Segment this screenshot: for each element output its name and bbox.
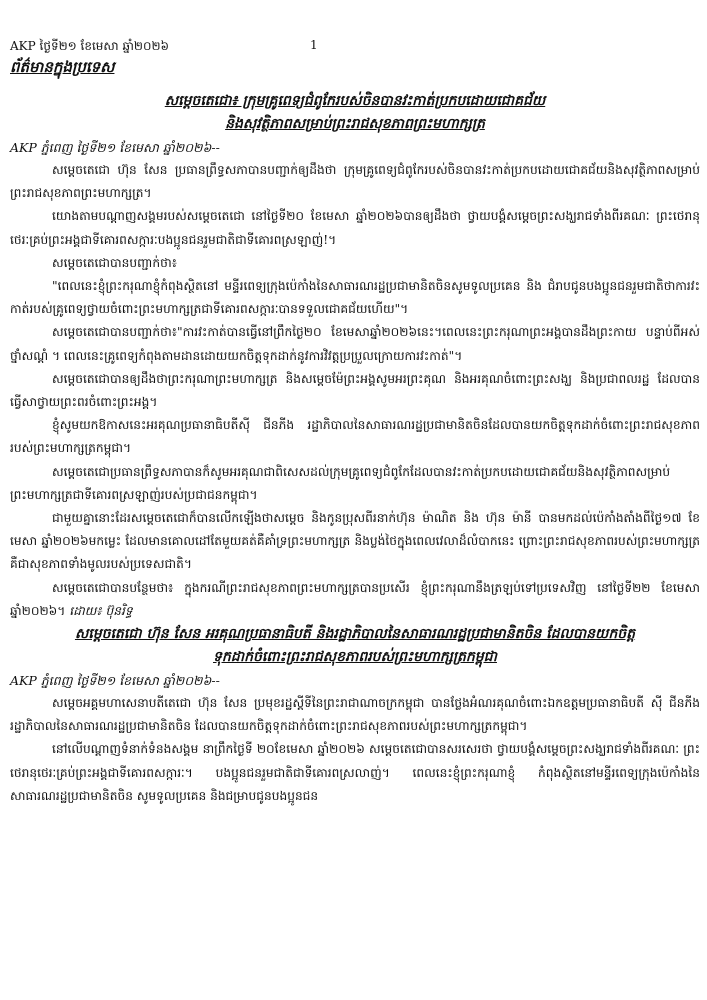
section-title: ព័ត៌មានក្នុងប្រទេស: [10, 58, 115, 76]
page-header: [10, 38, 700, 56]
article-1-paragraph: សម្តេចតេជោបានឲ្យដឹងថាព្រះករុណាព្រះមហាក្សត្រ និងសម្តេចម៉ែព្រះអង្គសូមអរព្រះគុណ និងអរគុណចំពោះព្រះសង្ឃ និងប្រជាពលរដ្ឋ ដែលបានធ្វើសាថ្វាយព្រះពរចំពោះព្រះអង្គ។: [10, 371, 700, 410]
article-1-paragraph-last: [10, 577, 700, 623]
article-1-paragraph: សម្តេចតេជោបានបញ្ជាក់ថា៖"ការវះកាត់បានធ្វើនៅព្រឹកថ្ងៃ២០ ខែមេសាឆ្នាំ២០២៦នេះ។ពេលនេះព្រះករុណាព្រះអង្គបានដឹងព្រះកាយ បន្ទាប់ពីអស់ថ្នាំសណ្តំ ។ ពេលនេះគ្រូពេទ្យកំពុងតាមដានដោយយកចិត្តទុកដាក់នូវការវិវត្តប្រប្រួលក្រោយការវះកាត់"។: [10, 325, 700, 363]
article-1-paragraph: សម្តេចតេជោ ហ៊ុន សែន ប្រធានព្រឹទ្ធសភាបានបញ្ជាក់ឲ្យដឹងថា ក្រុមគ្រូពេទ្យជំពូកែរបស់ចិនបានវះកាត់ប្រកបដោយជោគជ័យនិងសុវត្ថិភាពសម្រាប់ព្រះរាជសុខភាពព្រះមហាក្សត្រ។: [10, 163, 700, 201]
article-1-signature: ដោយ៖ ប៊ុនរិទ្ធ: [69, 603, 133, 618]
page-number: 1: [310, 38, 318, 52]
article-1-paragraph: សម្តេចតេជោបានបញ្ជាក់ថា៖: [52, 255, 178, 270]
article-1-paragraph: យោងតាមបណ្តាញសង្គមរបស់សម្តេចតេជោ នៅថ្ងៃទី២០ ខែមេសា ឆ្នាំ២០២៦បានឲ្យដឹងថា ថ្វាយបង្គំសម្តេចព្រះសង្ឃរាជទាំងពីរគណៈ ព្រះថេរានុថេរៈគ្រប់ព្រះអង្គជាទីគោរពសក្ការៈបងប្អូនជនរួមជាតិជាទីគោរពស្រឡាញ់!។: [10, 209, 700, 247]
article-1-paragraph: ជាមួយគ្នានោះដែរសម្តេចតេជោក៏បានលើកឡើងថាសម្តេច និងកូនប្រុសពីរនាក់ហ៊ុន ម៉ាណិត និង ហ៊ុន ម៉ានី បានមកដល់ប៉េកាំងតាំងពីថ្ងៃ១៧ ខែមេសា ឆ្នាំ២០២៦មកម្លេះ ដែលមានគោលដៅតែមួយគត់គឺគាំទ្រព្រះមហាក្សត្រ និងប្លង់ថៃក្នុងពេលវេលាដ៏លំបាកនេះ ព្រោះព្រះរាជសុខភាពរបស់ព្រះមហាក្សត្រគឺជាសុខភាពទាំងមូលរបស់ប្រទេសជាតិ។: [10, 511, 700, 572]
article-1-paragraph: ខ្ញុំសូមយកឱកាសនេះអរគុណប្រធានាធិបតីស៊ី ជីនភីង រដ្ឋាភិបាលនៃសាធារណរដ្ឋប្រជាមានិតចិនដែលបានយកចិត្តទុកដាក់ចំពោះព្រះរាជសុខភាពរបស់ព្រះមហាក្សត្រកម្ពុជា។: [10, 418, 700, 456]
article-2: [10, 623, 700, 808]
article-1-paragraph: សម្តេចតេជោប្រធានព្រឹទ្ធសភាបានក៏សូមអរគុណជាពិសេសដល់ក្រុមគ្រូពេទ្យជំពូកែដែលបានវះកាត់ប្រកបដោយជោគជ័យនិងសុវត្ថិភាពសម្រាប់ព្រះមហាក្សត្រជាទីគោរពស្រឡាញ់របស់ប្រជាជនកម្ពុជា។: [10, 464, 671, 502]
article-2-paragraph: សម្តេចអគ្គមហាសេនាបតីតេជោ ហ៊ុន សែន ប្រមុខរដ្ឋស្តីទីនៃព្រះរាជាណាចក្រកម្ពុជា បានថ្លែងអំណរគុណចំពោះឯកឧត្តមប្រធានាធិបតី ស៊ី ជីនភីង រដ្ឋាភិបាលនៃសាធារណរដ្ឋប្រជាមានិតចិន ដែលបានយកចិត្តទុកដាក់ចំពោះព្រះរាជសុខភាពរបស់ព្រះមហាក្សត្រកម្ពុជា។: [10, 696, 700, 734]
header-source-date: AKP ថ្ងៃទី២១ ខែមេសា ឆ្នាំ២០២៦: [10, 39, 170, 53]
article-2-title-line-1: សម្តេចតេជោ ហ៊ុន សែន អរគុណប្រធានាធិបតី និងរដ្ឋាភិបាលនៃសាធារណរដ្ឋប្រជាមានិតចិន ដែលបានយកចិត្ត: [74, 626, 636, 643]
article-1: [10, 90, 700, 623]
article-1-paragraph: "ពេលនេះខ្ញុំព្រះករុណាខ្ញុំកំពុងស្ថិតនៅ មន្ទីរពេទ្យក្រុងប៉េកាំងនៃសាធារណរដ្ឋប្រជាមានិតចិនសូមទូលប្រគេន និង ជំរាបជូនបងប្អូនជនរួមជាតិថាការវះកាត់របស់គ្រូពេទ្យថ្វាយចំពោះព្រះមហាក្សត្រជាទីគោរពសក្ការៈបានទទួលជោគជ័យហើយ"។: [10, 279, 700, 317]
article-1-dateline: AKP ភ្នំពេញ ថ្ងៃទី២១ ខែមេសា ឆ្នាំ២០២៦--: [10, 140, 220, 155]
article-2-paragraph: នៅលើបណ្តាញទំនាក់ទំនងសង្គម នាព្រឹកថ្ងៃទី ២០ខែមេសា ឆ្នាំ២០២៦ សម្តេចតេជោបានសរសេរថា ថ្វាយបង្គំសម្តេចព្រះសង្ឃរាជទាំងពីរគណៈ ព្រះថេរានុថេរៈគ្រប់ព្រះអង្គជាទីគោរពសក្ការៈ។ បងប្អូនជនរួមជាតិជាទីគោរពស្រលាញ់។ ពេលនេះខ្ញុំព្រះករុណាខ្ញុំ កំពុងស្ថិតនៅមន្ទីរពេទ្យក្រុងប៉េកាំងនៃសាធារណរដ្ឋប្រជាមានិតចិន សូមទូលប្រគេន និងជម្រាបជូនបងប្អូនជន: [10, 742, 700, 803]
article-2-dateline: AKP ភ្នំពេញ ថ្ងៃទី២១ ខែមេសា ឆ្នាំ២០២៦--: [10, 673, 220, 689]
document-body: [10, 90, 700, 808]
article-2-title-line-2: ទុកដាក់ចំពោះព្រះរាជសុខភាពរបស់ព្រះមហាក្សត្រកម្ពុជា: [213, 649, 497, 666]
article-1-title-line-2: និងសុវត្ថិភាពសម្រាប់ព្រះរាជសុខភាពព្រះមហាក្សត្រ: [225, 116, 485, 132]
article-1-final-text: សម្តេចតេជោបានបន្ថែមថា៖ ក្នុងករណីព្រះរាជសុខភាពព្រះមហាក្សត្របានប្រសើរ ខ្ញុំព្រះករុណានឹងត្រឡប់ទៅប្រទេសវិញ នៅថ្ងៃទី២២ ខែមេសា ឆ្នាំ២០២៦។: [10, 580, 700, 618]
article-1-title-line-1: សម្តេចតេជោ៖ ក្រុមគ្រូពេទ្យជំពូកែរបស់ចិនបានវះកាត់ប្រកបដោយជោគជ័យ: [164, 93, 546, 109]
